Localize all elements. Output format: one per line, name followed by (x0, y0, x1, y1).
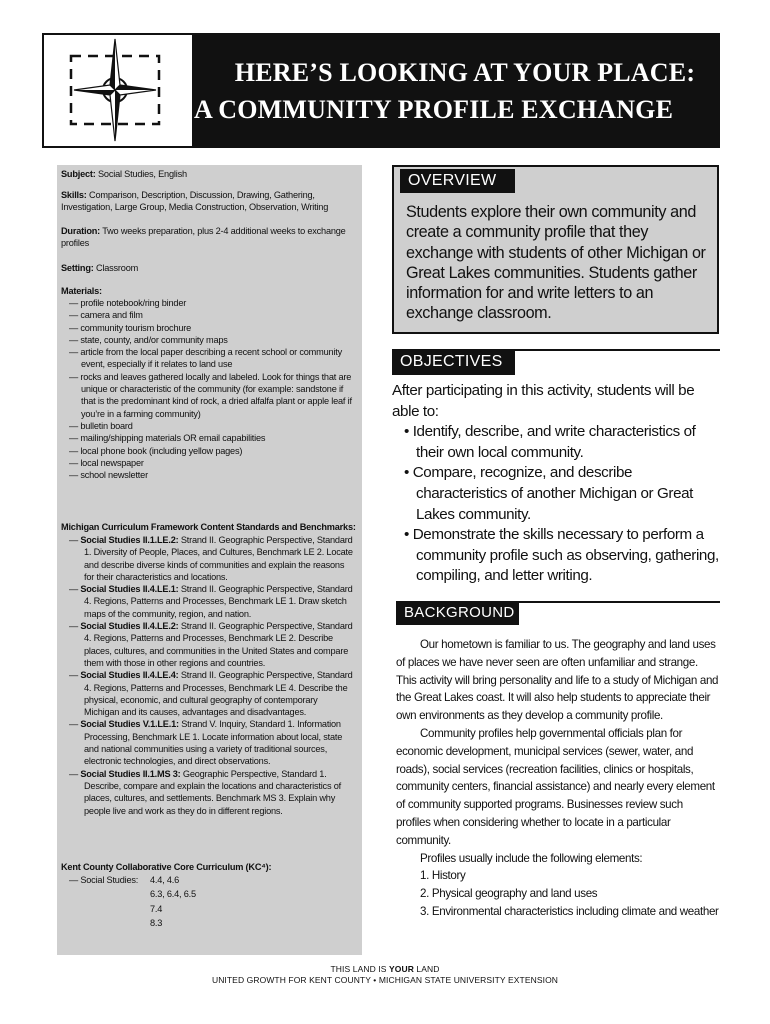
kc-heading: Kent County Collaborative Core Curriculum (KC⁴): (61, 862, 272, 872)
standards-heading: Michigan Curriculum Framework Content Standards and Benchmarks: (61, 522, 356, 532)
kc-value: 4.4, 4.6 (150, 875, 180, 885)
skills-value: Comparison, Description, Discussion, Drawing, Gathering, Investigation, Large Group, Media Construction, Observation, Writing (61, 190, 329, 213)
logo (42, 33, 194, 148)
list-item: 1. History (420, 869, 466, 883)
duration-field (61, 225, 356, 250)
subject-value: Social Studies, English (95, 169, 187, 179)
list-item: — Social Studies II.1.LE.2: Strand II. Geographic Perspective, Standard 1. Diversity of People, Places, and Cultures, Benchmark LE 2. Locate and describe diverse kinds of communities and explain the reasons for their characteristics and locations. (69, 535, 353, 582)
materials-list (61, 297, 354, 481)
list-item: — Social Studies V.1.LE.1: Strand V. Inquiry, Standard 1. Information Processing, Benchmark LE 1. Locate information about local, state and national communities using a variety of traditional sources, electronic technologies, and direct observations. (69, 719, 343, 767)
footer-line1: THIS LAND IS YOUR LAND (330, 964, 440, 974)
kc-list (61, 874, 354, 929)
background-paragraph: Our hometown is familiar to us. The geography and land uses of places we have never seen are often unfamiliar and strange. This activity will bring personality and life to a study of Michigan and the Great Lakes coast. It will also help students to appreciate their own environments as they develop a community profile. (396, 638, 719, 723)
divider (519, 601, 720, 603)
standards-list (61, 534, 354, 817)
title-banner (194, 33, 720, 148)
list-item: — rocks and leaves gathered locally and labeled. Look for things that are unique or characteristic of the community (for example: sandstone if that is the predominant kind of rock, a dried alfalfa plant or apple leaf if you’re in a farming community) (69, 371, 352, 419)
list-item: — Social Studies II.4.LE.4: Strand II. Geographic Perspective, Standard 4. Regions, Patterns and Processes, Benchmark LE 4. Describe the physical, economic, and cultural geography of contemporary Michigan and its causes, advantages and disadvantages. (69, 670, 353, 718)
duration-label: Duration: (61, 226, 101, 236)
skills-field (61, 189, 356, 214)
materials-label: Materials: (61, 286, 102, 296)
list-item: 3. Environmental characteristics including climate and weather (420, 904, 719, 918)
setting-label: Setting: (61, 263, 94, 273)
list-item: 2. Physical geography and land uses (420, 887, 598, 901)
objectives-intro: After participating in this activity, students will be able to: (392, 382, 695, 420)
kc-value: 6.3, 6.4, 6.5 (150, 889, 196, 900)
setting-field (61, 262, 356, 274)
objectives-heading: OBJECTIVES (392, 349, 515, 375)
page-title-line2: A COMMUNITY PROFILE EXCHANGE (194, 95, 674, 124)
list-item: — Social Studies II.4.LE.2: Strand II. Geographic Perspective, Standard 4. Regions, Patterns and Processes, Benchmark LE 2. Describe places, cultures, and communities in the United States and compare them with those in other regions and countries. (69, 621, 353, 668)
list-item: — profile notebook/ring binder (69, 298, 187, 308)
list-item: — local phone book (including yellow pages) (69, 445, 243, 456)
list-item: — article from the local paper describing a recent school or community event, especially if it relates to land use (69, 347, 342, 370)
list-item: — Social Studies II.1.MS 3: Geographic Perspective, Standard 1. Describe, compare and explain the locations and characteristics of places, cultures, and settlements. Benchmark MS 3. Explain why people live and work as they do in different regions. (69, 768, 341, 816)
background-heading: BACKGROUND (396, 601, 519, 625)
skills-label: Skills: (61, 190, 87, 200)
kc-value: 8.3 (150, 917, 163, 928)
list-item: • Compare, recognize, and describe characteristics of another Michigan or Great Lakes community. (404, 464, 693, 523)
list-item: — camera and film (69, 310, 143, 321)
list-item: — bulletin board (69, 420, 133, 431)
elements-list (396, 867, 720, 920)
background-section (396, 636, 720, 921)
overview-text: Students explore their own community and create a community profile that they exchange with students of other Michigan or Great Lakes communities. Students gather information for and write letters to an exchange classroom. (406, 203, 706, 323)
background-paragraph: Profiles usually include the following elements: (420, 851, 643, 865)
background-paragraph: Community profiles help governmental officials plan for economic development, municipal services (sewer, water, and roads), social services (recreation facilities, clinics or hospitals, community centers, financial assistance) and nearly every element of community supported programs. Businesses review such profiles when considering whether to locate in a particular community. (396, 726, 715, 847)
list-item: — school newsletter (69, 470, 148, 481)
list-item: • Identify, describe, and write characteristics of their own local community. (404, 423, 696, 461)
duration-value: Two weeks preparation, plus 2-4 additional weeks to exchange profiles (61, 226, 346, 249)
compass-star-icon (44, 35, 192, 146)
list-item: — state, county, and/or community maps (69, 334, 228, 345)
divider (515, 349, 720, 351)
objectives-list (392, 422, 720, 587)
overview-heading: OVERVIEW (400, 169, 515, 193)
footer-line2: UNITED GROWTH FOR KENT COUNTY • MICHIGAN STATE UNIVERSITY EXTENSION (211, 975, 559, 985)
list-item: — community tourism brochure (69, 322, 192, 333)
kc-label: — Social Studies: (69, 875, 139, 885)
subject-field (61, 168, 356, 180)
setting-value: Classroom (93, 263, 139, 273)
list-item: — Social Studies II.4.LE.1: Strand II. Geographic Perspective, Standard 4. Regions, Patterns and Processes, Benchmark LE 1. Draw sketch maps of the community, region, and nation. (69, 584, 353, 619)
list-item: — local newspaper (69, 457, 144, 468)
subject-label: Subject: (61, 169, 96, 179)
page-title-line1: HERE’S LOOKING AT YOUR PLACE: (234, 58, 696, 87)
objectives-section (392, 381, 720, 587)
info-sidebar (57, 165, 362, 955)
list-item: • Demonstrate the skills necessary to perform a community profile such as observing, gathering, compiling, and letter writing. (404, 526, 719, 585)
overview-box (392, 165, 719, 334)
list-item: — mailing/shipping materials OR email capabilities (69, 433, 266, 444)
kc-value: 7.4 (150, 903, 163, 914)
